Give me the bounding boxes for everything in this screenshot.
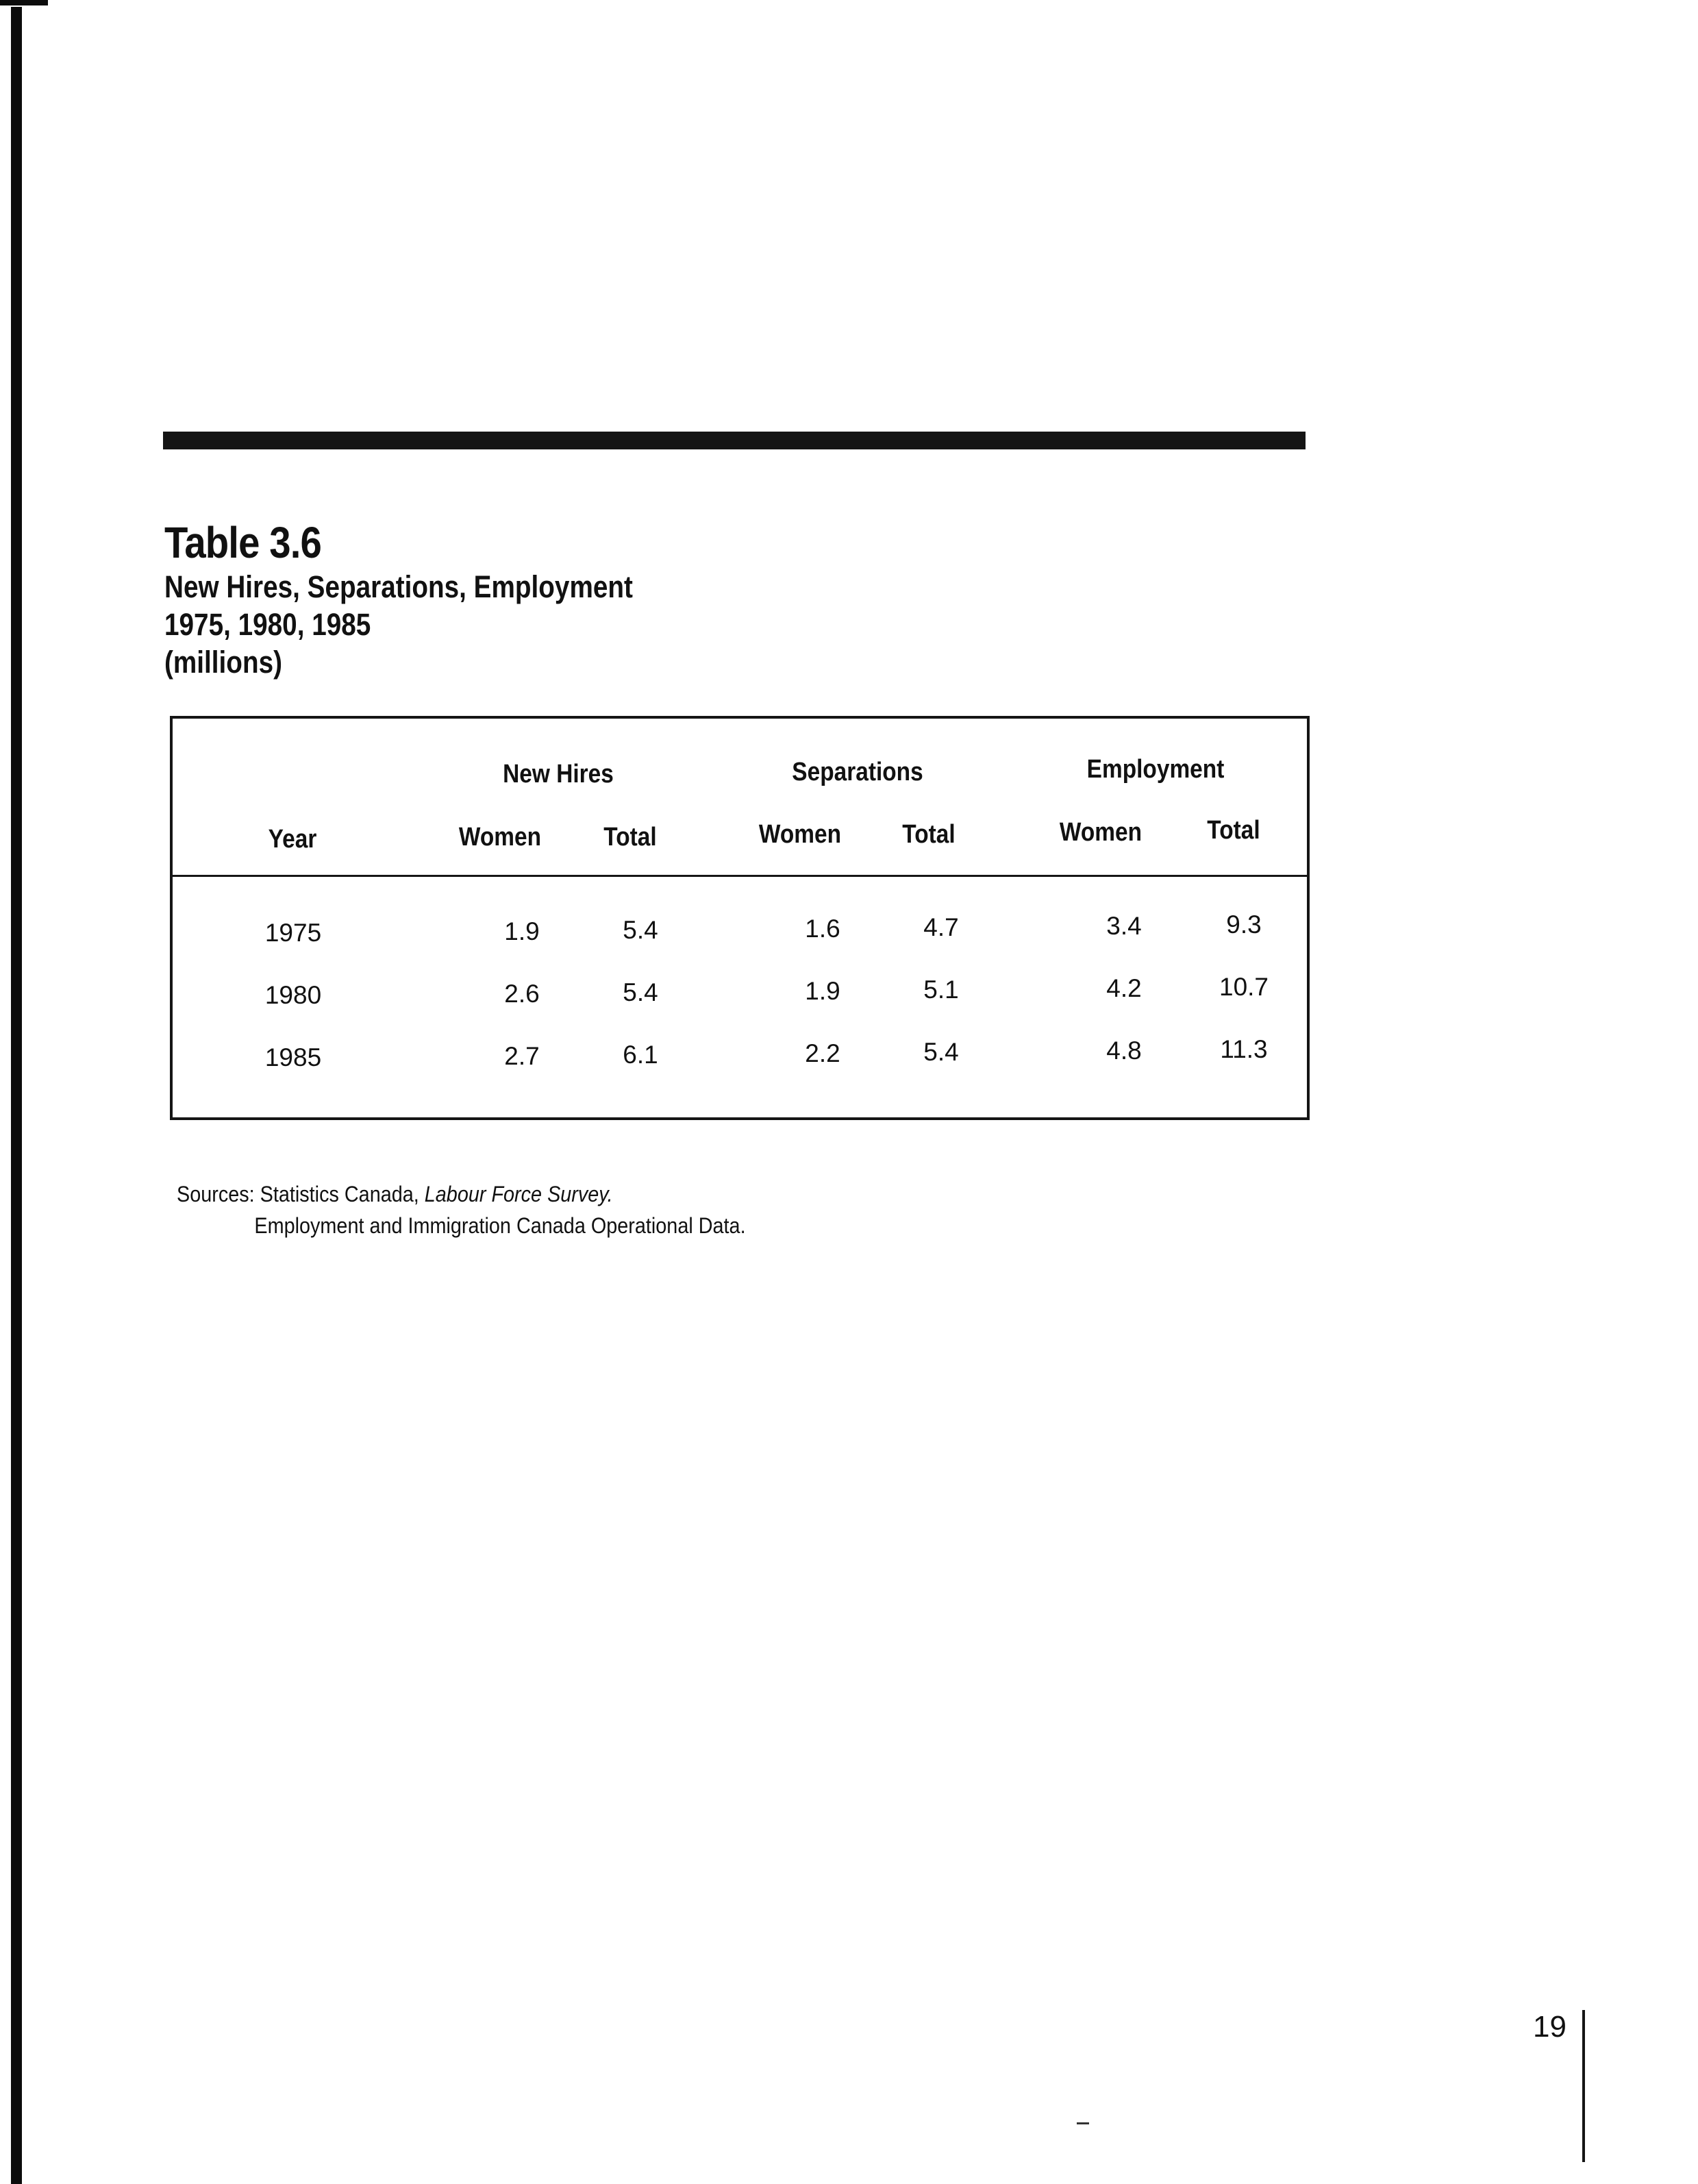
sources-label: Sources: [177, 1182, 255, 1206]
sources-note [177, 1178, 809, 1241]
table-cell-value: 4.7 [923, 913, 959, 941]
table-title: New Hires, Separations, Employment [164, 569, 633, 604]
top-rule [163, 432, 1306, 449]
group-header-separations: Separations [792, 758, 923, 786]
sources-line-1 [177, 1178, 746, 1210]
sources-citation: Statistics Canada, [260, 1182, 425, 1206]
page-edge-bar [1582, 2010, 1585, 2162]
table-cell-value: 5.4 [623, 916, 658, 944]
column-header-employment-total: Total [1207, 816, 1260, 845]
table-cell-value: 4.2 [1106, 974, 1142, 1002]
table-cell-value: 4.8 [1106, 1037, 1142, 1065]
table-cell-value: 2.7 [504, 1042, 540, 1070]
column-header-employment-women: Women [1059, 818, 1143, 847]
table-cell-value: 1.9 [504, 917, 540, 945]
sources-line-2: Employment and Immigration Canada Operational Data. [254, 1213, 746, 1238]
table-units: (millions) [164, 645, 282, 680]
group-header-new-hires: New Hires [503, 760, 614, 789]
binding-edge [11, 7, 22, 2184]
table-cell-value: 9.3 [1226, 910, 1262, 939]
table-cell-value: 5.4 [923, 1038, 959, 1066]
page-number: 19 [1533, 2010, 1566, 2044]
table-cell-year: 1980 [264, 981, 322, 1009]
scan-speck [1077, 2122, 1089, 2124]
table-cell-value: 1.9 [805, 977, 840, 1005]
column-header-new-hires-total: Total [603, 823, 657, 852]
table-cell-value: 11.3 [1220, 1035, 1268, 1063]
sources-survey-title: Labour Force Survey. [424, 1182, 613, 1206]
table-cell-value: 10.7 [1219, 973, 1269, 1001]
table-cell-value: 1.6 [805, 915, 840, 943]
binding-corner [0, 0, 48, 5]
table-cell-value: 6.1 [623, 1041, 658, 1069]
table-cell-value: 3.4 [1106, 912, 1142, 940]
table-number: Table 3.6 [164, 518, 321, 567]
table-title-block [164, 518, 709, 684]
column-header-new-hires-women: Women [458, 823, 542, 852]
group-header-employment: Employment [1086, 755, 1225, 784]
table-cell-year: 1975 [264, 919, 322, 947]
header-divider [173, 875, 1307, 877]
table-cell-value: 5.4 [623, 978, 658, 1006]
table-years: 1975, 1980, 1985 [164, 607, 371, 642]
table-cell-value: 2.6 [504, 980, 540, 1008]
column-header-separations-total: Total [902, 820, 956, 849]
column-header-separations-women: Women [758, 820, 842, 849]
column-header-year: Year [268, 825, 317, 854]
table-cell-value: 2.2 [805, 1039, 840, 1067]
table-cell-year: 1985 [264, 1043, 322, 1071]
data-table [170, 716, 1310, 1120]
table-cell-value: 5.1 [923, 976, 959, 1004]
